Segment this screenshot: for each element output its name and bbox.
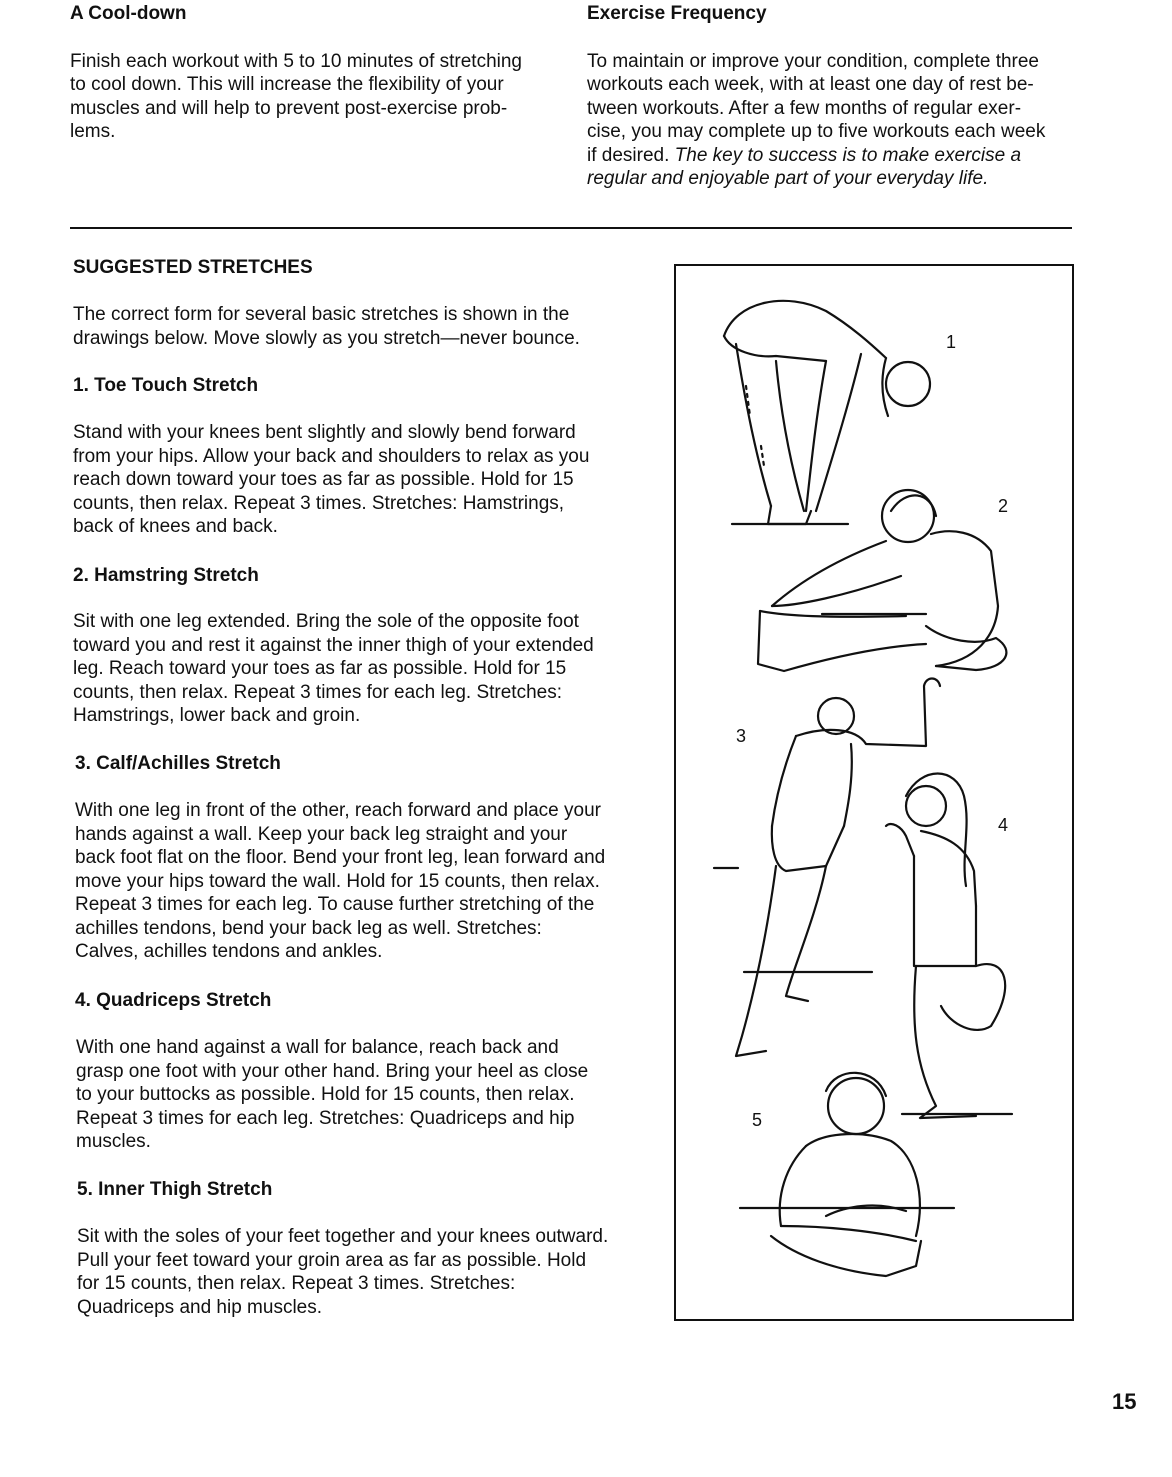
figure-label-5: 5 <box>752 1110 763 1130</box>
stretch-5-line: Pull your feet toward your groin area as far as possible. Hold <box>77 1249 587 1271</box>
frequency-line: cise, you may complete up to five workouts each week <box>587 121 1046 142</box>
stretch-5-line: Sit with the soles of your feet together and your knees outward. <box>77 1226 609 1247</box>
figure-calf-achilles <box>714 679 940 1057</box>
stretch-5-line: for 15 counts, then relax. Repeat 3 times. Stretches: <box>77 1273 516 1294</box>
cool-down-heading: A Cool-down <box>70 3 187 24</box>
stretch-1-line: back of knees and back. <box>73 516 278 537</box>
stretch-5-line: Quadriceps and hip muscles. <box>77 1296 323 1318</box>
stretch-3-title: 3. Calf/Achilles Stretch <box>75 753 281 774</box>
stretch-2-line: counts, then relax. Repeat 3 times for each leg. Stretches: <box>73 681 562 703</box>
cool-down-line: to cool down. This will increase the flexibility of your <box>70 74 504 95</box>
intro-line: The correct form for several basic stretches is shown in the <box>73 304 570 325</box>
figure-quadriceps <box>886 774 1012 1119</box>
stretch-1-line: reach down toward your toes as far as possible. Hold for 15 <box>73 469 574 490</box>
stretch-2-line: Sit with one leg extended. Bring the sole of the opposite foot <box>73 611 579 632</box>
frequency-heading: Exercise Frequency <box>587 3 767 24</box>
stretch-3-line: achilles tendons, bend your back leg as well. Stretches: <box>75 917 542 939</box>
stretch-2-title: 2. Hamstring Stretch <box>73 565 259 586</box>
frequency-line-plain: if desired. <box>587 144 675 166</box>
cool-down-section <box>70 2 570 144</box>
stretch-1-line: Stand with your knees bent slightly and slowly bend forward <box>73 422 576 443</box>
stretch-2-body <box>73 610 663 728</box>
stretch-1-title: 1. Toe Touch Stretch <box>73 375 259 396</box>
frequency-line: To maintain or improve your condition, complete three <box>587 50 1040 72</box>
stretch-5-title: 5. Inner Thigh Stretch <box>77 1179 273 1200</box>
stretches-heading: SUGGESTED STRETCHES <box>73 257 313 278</box>
stretch-4-body <box>76 1036 666 1154</box>
stretch-3-line: move your hips toward the wall. Hold for 15 counts, then relax. <box>75 870 600 892</box>
figure-inner-thigh <box>740 1073 954 1276</box>
frequency-line <box>587 144 1087 168</box>
section-divider <box>70 227 1072 229</box>
intro-line: drawings below. Move slowly as you stretch—never bounce. <box>73 327 580 349</box>
stretch-3-line: Repeat 3 times for each leg. To cause further stretching of the <box>75 894 595 915</box>
cool-down-line: lems. <box>70 121 116 142</box>
figure-hamstring <box>758 490 1009 671</box>
stretch-2-line: Hamstrings, lower back and groin. <box>73 705 361 726</box>
stretch-4-line: Repeat 3 times for each leg. Stretches: Quadriceps and hip <box>76 1107 575 1129</box>
stretch-1-body <box>73 421 663 539</box>
frequency-line: workouts each week, with at least one day of rest be- <box>587 74 1034 95</box>
figure-label-4: 4 <box>998 815 1009 835</box>
stretch-3-line: back foot flat on the floor. Bend your front leg, lean forward and <box>75 847 606 868</box>
figure-label-3: 3 <box>736 726 747 746</box>
stretch-1-line: from your hips. Allow your back and shoulders to relax as you <box>73 445 590 467</box>
stretch-4-line: grasp one foot with your other hand. Bring your heel as close <box>76 1060 589 1082</box>
page-number: 15 <box>1112 1389 1137 1414</box>
figure-label-2: 2 <box>998 496 1009 516</box>
stretch-2-line: toward you and rest it against the inner thigh of your extended <box>73 634 594 656</box>
stretch-4-title: 4. Quadriceps Stretch <box>75 990 272 1011</box>
stretch-3-line: hands against a wall. Keep your back leg straight and your <box>75 823 568 845</box>
stretch-drawings <box>676 266 1072 1319</box>
stretches-intro <box>73 303 653 350</box>
cool-down-line: Finish each workout with 5 to 10 minutes of stretching <box>70 50 523 72</box>
stretch-3-line: With one leg in front of the other, reach forward and place your <box>75 800 601 821</box>
frequency-section <box>587 2 1087 191</box>
stretch-4-line: to your buttocks as possible. Hold for 15 counts, then relax. <box>76 1084 575 1105</box>
frequency-key-italic-2: regular and enjoyable part of your everyday life. <box>587 168 989 189</box>
stretch-1-line: counts, then relax. Repeat 3 times. Stretches: Hamstrings, <box>73 492 565 514</box>
stretch-2-line: leg. Reach toward your toes as far as possible. Hold for 15 <box>73 658 567 679</box>
stretch-3-body <box>75 799 665 964</box>
stretch-4-line: muscles. <box>76 1131 151 1152</box>
figure-label-1: 1 <box>946 332 957 352</box>
stretch-5-body <box>77 1225 667 1319</box>
frequency-key-italic: The key to success is to make exercise a <box>674 144 1022 166</box>
cool-down-line: muscles and will help to prevent post-exercise prob- <box>70 97 508 119</box>
frequency-line: tween workouts. After a few months of regular exer- <box>587 97 1022 119</box>
stretch-3-line: Calves, achilles tendons and ankles. <box>75 941 383 962</box>
stretch-4-line: With one hand against a wall for balance, reach back and <box>76 1037 559 1058</box>
stretch-illustrations <box>674 264 1074 1321</box>
